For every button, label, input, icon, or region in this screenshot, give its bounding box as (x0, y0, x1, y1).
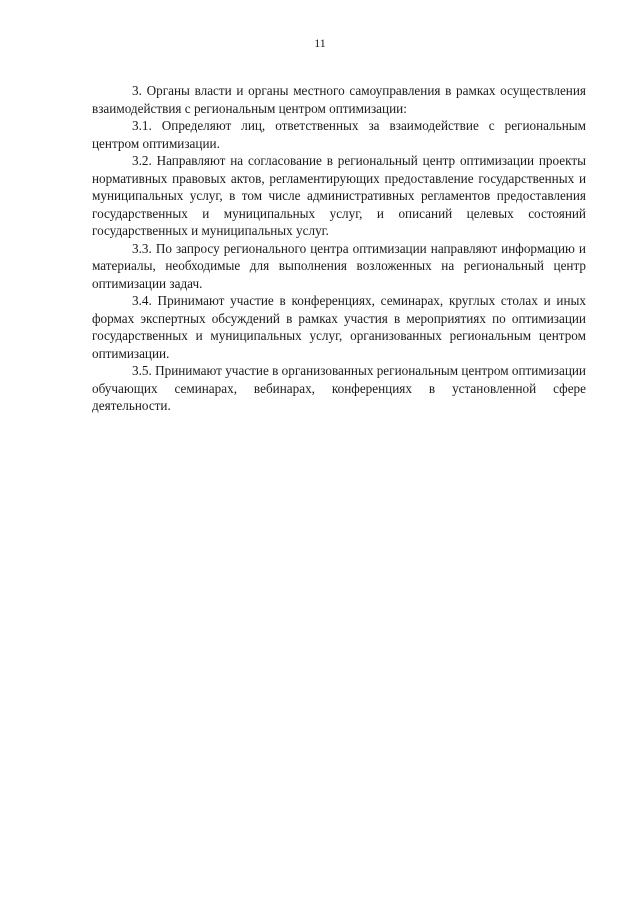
page-number: 11 (314, 36, 326, 50)
paragraph-3: 3. Органы власти и органы местного самоуправления в рамках осуществления взаимодействия с региональным центром оптимизации: (92, 83, 586, 116)
paragraph-3-1: 3.1. Определяют лиц, ответственных за взаимодействие с региональным центром оптимизации. (92, 118, 586, 151)
paragraph-3-3: 3.3. По запросу регионального центра оптимизации направляют информацию и материалы, необходимые для выполнения возложенных на региональный центр оптимизации задач. (92, 240, 586, 291)
paragraph-3-5: 3.5. Принимают участие в организованных региональным центром оптимизации обучающих семинарах, вебинарах, конференциях в установленной сфере деятельности. (92, 363, 586, 413)
paragraph-3-2: 3.2. Направляют на согласование в региональный центр оптимизации проекты нормативных правовых актов, регламентирующих предоставление государственных и муниципальных услуг, в том числе административных регламентов предоставления государственных и муниципальных услуг, и описаний целевых состояний государственных и муниципальных услуг. (92, 153, 586, 238)
document-body (92, 82, 586, 415)
paragraph-3-4: 3.4. Принимают участие в конференциях, семинарах, круглых столах и иных формах экспертных обсуждений в рамках участия в мероприятиях по оптимизации государственных и муниципальных услуг, организованных региональным центром оптимизации. (92, 293, 586, 361)
